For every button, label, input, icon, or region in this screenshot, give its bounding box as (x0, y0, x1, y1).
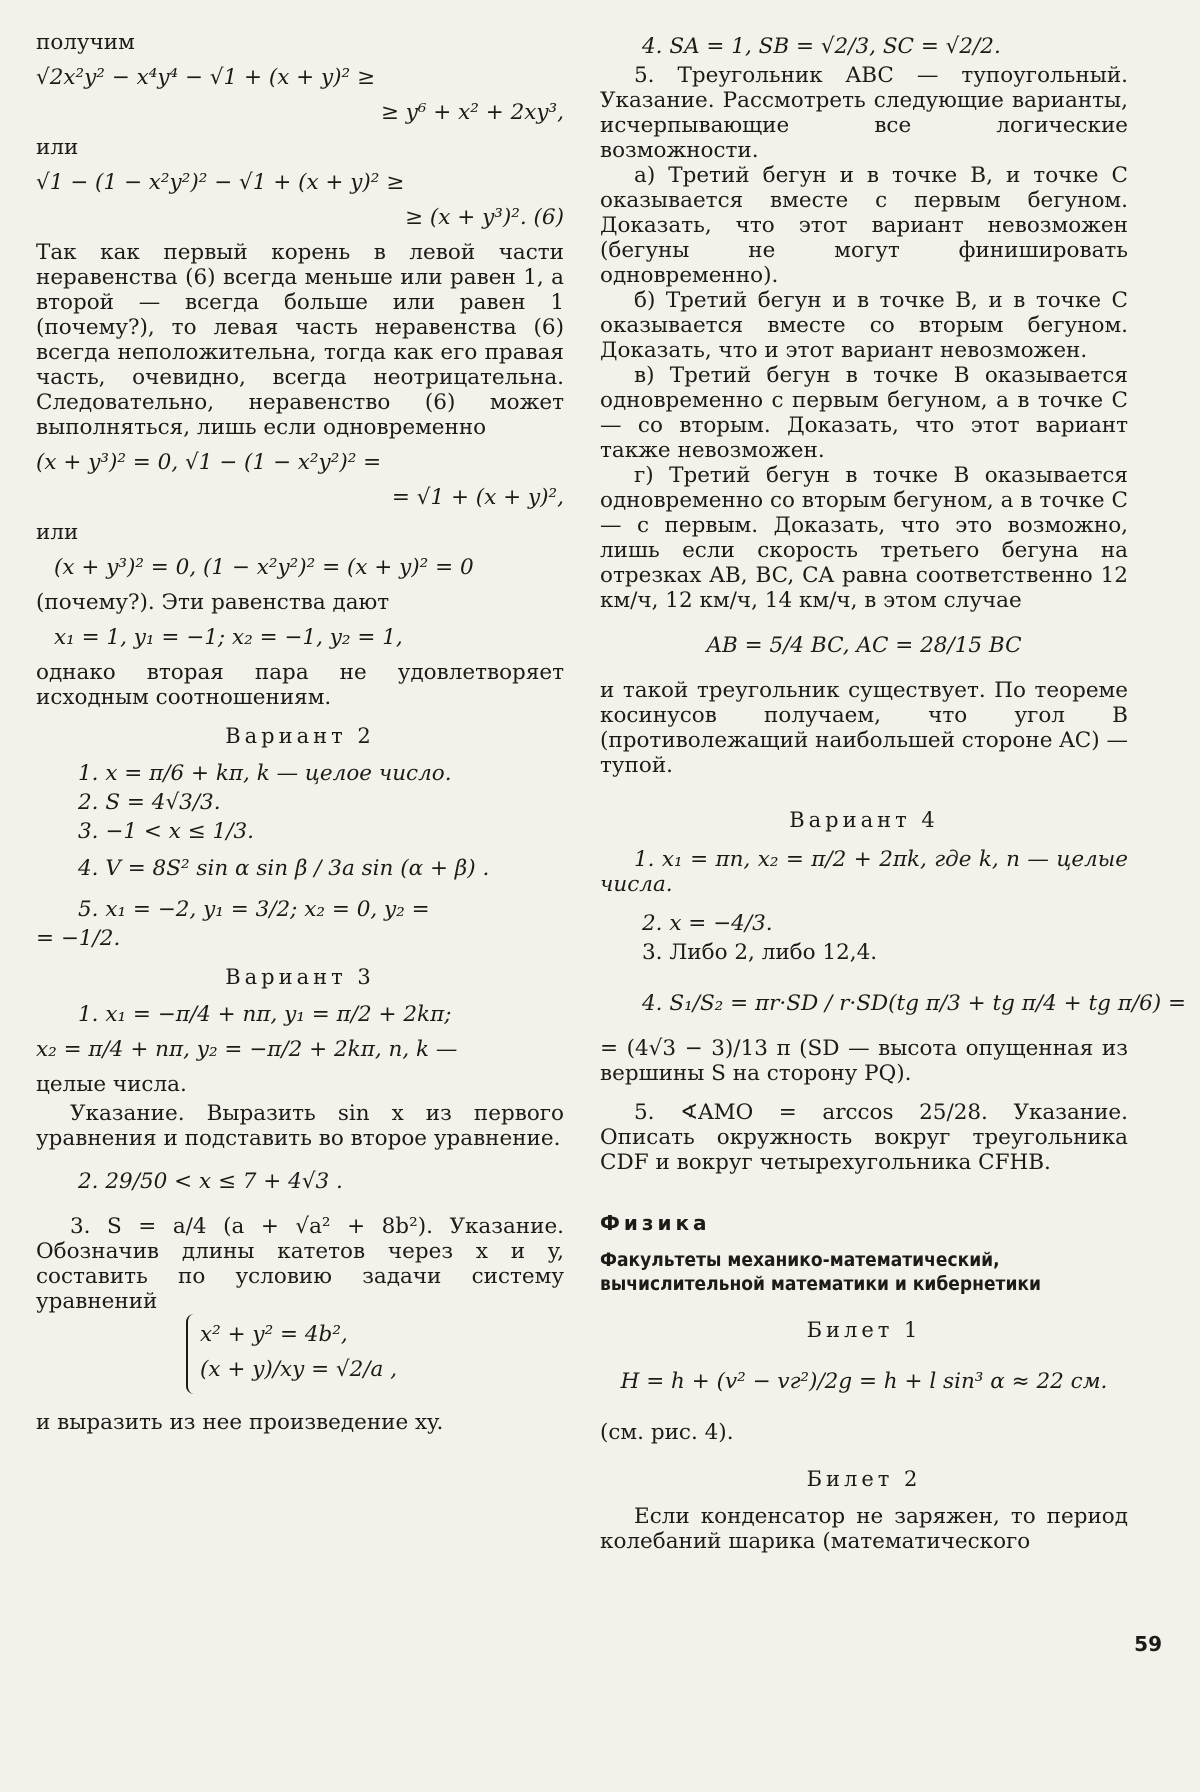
answer-item: 2. S = 4√3/3. (78, 790, 221, 815)
paragraph: 5. ∢AMO = arccos 25/28. Указание. Описать окружность вокруг треугольника CDF и вокруг четырехугольника CFHB. (600, 1100, 1128, 1175)
answer-item: 5. x₁ = −2, y₁ = 3/2; x₂ = 0, y₂ = (78, 897, 430, 922)
paragraph: а) Третий бегун и в точке B, и точке C оказывается вместе с первым бегуном. Доказать, что этот вариант невозможен (бегуны не могут финишировать одновременно). (600, 163, 1128, 288)
system-equation-1: x² + y² = 4b², (200, 1322, 348, 1347)
answer-item: x₂ = π/4 + nπ, y₂ = −π/2 + 2kπ, n, k — (36, 1037, 458, 1062)
formula-2b: ≥ (x + y³)². (6) (405, 205, 564, 230)
paragraph: и выразить из нее произведение xy. (36, 1410, 444, 1435)
paragraph: в) Третий бегун в точке B оказывается одновременно с первым бегуном, а в точке C — со вторым. Доказать, что этот вариант также невозможен. (600, 363, 1128, 463)
formula-2a: √1 − (1 − x²y²)² − √1 + (x + y)² ≥ (36, 170, 405, 195)
answer-item: 4. SA = 1, SB = √2/3, SC = √2/2. (642, 34, 1001, 59)
paragraph: однако вторая пара не удовлетворяет исходным соотношениям. (36, 660, 564, 710)
answer-item: 3. Либо 2, либо 12,4. (642, 940, 878, 965)
formula-height: H = h + (v² − vг²)/2g = h + l sin³ α ≈ 22 см. (620, 1369, 1108, 1394)
section-title-physics: Физика (600, 1211, 711, 1235)
answer-item: 2. x = −4/3. (642, 911, 773, 936)
paragraph: (см. рис. 4). (600, 1420, 734, 1445)
formula-3b: = √1 + (x + y)², (391, 485, 564, 510)
text-line: или (36, 520, 79, 545)
faculty-heading: Факультеты механико-математический, вычислительной математики и кибернетики (600, 1249, 1042, 1295)
answer-item: 1. x = π/6 + kπ, k — целое число. (78, 761, 452, 786)
answer-item: 3. −1 < x ≤ 1/3. (78, 819, 254, 844)
answer-item: 1. x₁ = πn, x₂ = π/2 + 2πk, где k, n — целые числа. (600, 847, 1128, 897)
ticket-1-heading: Билет 1 (806, 1318, 922, 1342)
left-column (36, 30, 564, 1435)
paragraph: Если конденсатор не заряжен, то период колебаний шарика (математического (600, 1504, 1128, 1554)
formula-1b: ≥ y⁶ + x² + 2xy³, (380, 100, 564, 125)
answer-item: 4. V = 8S² sin α sin β / 3a sin (α + β) . (78, 856, 490, 881)
answer-item: 2. 29/50 < x ≤ 7 + 4√3 . (78, 1169, 343, 1194)
paragraph: = (4√3 − 3)/13 π (SD — высота опущенная из вершины S на сторону PQ). (600, 1036, 1128, 1086)
variant-2-heading: Вариант 2 (225, 724, 375, 748)
variant-3-heading: Вариант 3 (225, 965, 375, 989)
formula-3a: (x + y³)² = 0, √1 − (1 − x²y²)² = (36, 450, 382, 475)
answer-item: = −1/2. (36, 926, 121, 951)
equation-system (186, 1314, 397, 1394)
paragraph: и такой треугольник существует. По теореме косинусов получаем, что угол B (противолежащий наибольшей стороне AC) — тупой. (600, 678, 1128, 778)
formula-ratio: AB = 5/4 BC, AC = 28/15 BC (706, 633, 1022, 658)
text-line: или (36, 135, 79, 160)
text-line: получим (36, 30, 135, 55)
formula-4: (x + y³)² = 0, (1 − x²y²)² = (x + y)² = 0 (54, 555, 474, 580)
answer-item: 4. S₁/S₂ = πr·SD / r·SD(tg π/3 + tg π/4 + tg π/6) = (642, 991, 1187, 1016)
paragraph: г) Третий бегун в точке B оказывается одновременно со вторым бегуном, а в точке C — с первым. Доказать, что это возможно, лишь если скорость третьего бегуна на отрезках AB, BC, CA равна соответственно 12 км/ч, 12 км/ч, 14 км/ч, в этом случае (600, 463, 1128, 613)
formula-5: x₁ = 1, y₁ = −1; x₂ = −1, y₂ = 1, (54, 625, 403, 650)
paragraph: б) Третий бегун и в точке B, и в точке C оказывается вместе со вторым бегуном. Доказать, что и этот вариант невозможен. (600, 288, 1128, 363)
right-column (600, 30, 1187, 1554)
variant-4-heading: Вариант 4 (789, 808, 939, 832)
paragraph: Так как первый корень в левой части неравенства (6) всегда меньше или равен 1, а второй — всегда больше или равен 1 (почему?), то левая часть неравенства (6) всегда неположительна, тогда как его правая часть, очевидно, всегда неотрицательна. Следовательно, неравенство (6) может выполняться, лишь если одновременно (36, 240, 564, 440)
answer-item: 1. x₁ = −π/4 + nπ, y₁ = π/2 + 2kπ; (78, 1002, 452, 1027)
paragraph: (почему?). Эти равенства дают (36, 590, 390, 615)
ticket-2-heading: Билет 2 (806, 1467, 922, 1491)
hint-paragraph: Указание. Выразить sin x из первого уравнения и подставить во второе уравнение. (36, 1101, 564, 1151)
paragraph: 5. Треугольник ABC — тупоугольный. Указание. Рассмотреть следующие варианты, исчерпывающие все логические возможности. (600, 63, 1128, 163)
formula-1a: √2x²y² − x⁴y⁴ − √1 + (x + y)² ≥ (36, 65, 376, 90)
system-equation-2: (x + y)/xy = √2/a , (200, 1357, 398, 1382)
answer-item: целые числа. (36, 1072, 187, 1097)
answer-paragraph: 3. S = a/4 (a + √a² + 8b²). Указание. Обозначив длины катетов через x и y, составить по условию задачи систему уравнений (36, 1214, 564, 1314)
page-number: 59 (1134, 1632, 1162, 1656)
